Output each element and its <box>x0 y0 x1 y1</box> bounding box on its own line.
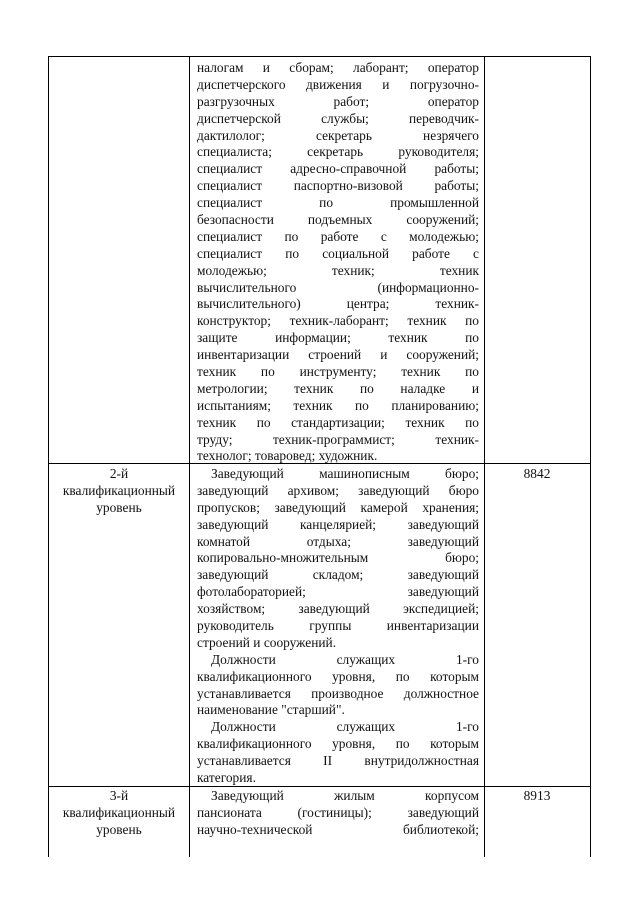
description-line: научно-технической библиотекой; <box>197 821 479 837</box>
level-number: 3-й <box>109 788 129 803</box>
row-3-description <box>197 788 479 839</box>
description-line: строений и сооружений. <box>197 634 337 650</box>
level-number: 2-й <box>109 466 129 481</box>
row-2-level <box>53 466 185 517</box>
description-line: метрологии; техник по наладке и <box>197 380 479 396</box>
row-3-salary: 8913 <box>523 788 551 803</box>
description-line: хозяйством; заведующий экспедицией; <box>197 601 479 617</box>
row-2-description <box>197 466 479 787</box>
description-line: вычислительного) центра; техник- <box>197 296 479 312</box>
description-line: устанавливается II внутридолжностная <box>197 753 479 769</box>
description-line: испытаниям; техник по планированию; <box>197 397 479 413</box>
row-1-description <box>197 60 479 465</box>
description-line: квалификационного уровня, по которым <box>197 668 479 684</box>
description-line: фотолабораторией; заведующий <box>197 584 479 600</box>
description-line: категория. <box>197 770 256 786</box>
description-line: разгрузочных работ; оператор <box>197 93 479 109</box>
description-line: устанавливается производное должностное <box>197 685 479 701</box>
description-line: налогам и сборам; лаборант; оператор <box>197 60 479 75</box>
description-line: руководитель группы инвентаризации <box>197 618 479 634</box>
row-3-level <box>53 788 185 839</box>
description-line: безопасности подъемных сооружений; <box>197 212 479 228</box>
description-line: Заведующий жилым корпусом <box>211 788 479 803</box>
description-line: специалист адресно-справочной работы; <box>197 161 479 177</box>
description-line: диспетчерской службы; переводчик- <box>197 110 479 126</box>
level-label: уровень <box>96 821 142 837</box>
description-line: техник по стандартизации; техник по <box>197 414 479 430</box>
level-label: уровень <box>96 499 142 515</box>
description-line: вычислительного (информационно- <box>197 279 479 295</box>
description-line: заведующий складом; заведующий <box>197 567 479 583</box>
description-line: заведующий канцелярией; заведующий <box>197 516 479 532</box>
description-line: защите информации; техник по <box>197 330 479 346</box>
description-line: пропусков; заведующий камерой хранения; <box>197 499 479 515</box>
description-line: дактилолог; секретарь незрячего <box>197 127 479 143</box>
description-line: инвентаризации строений и сооружений; <box>197 347 479 363</box>
row-divider <box>49 786 591 787</box>
description-line: специалиста; секретарь руководителя; <box>197 144 479 160</box>
description-line: конструктор; техник-лаборант; техник по <box>197 313 479 329</box>
description-line: заведующий архивом; заведующий бюро <box>197 482 479 498</box>
description-line: Должности служащих 1-го <box>211 651 479 667</box>
description-line: наименование "старший". <box>197 702 345 718</box>
description-line: диспетчерского движения и погрузочно- <box>197 76 479 92</box>
row-divider <box>49 463 591 464</box>
description-line: специалист паспортно-визовой работы; <box>197 178 479 194</box>
description-line: комнатой отдыха; заведующий <box>197 533 479 549</box>
level-word: квалификационный <box>62 482 176 498</box>
level-word: квалификационный <box>62 804 176 820</box>
description-line: Должности служащих 1-го <box>211 719 479 735</box>
description-line: техник по инструменту; техник по <box>197 364 479 380</box>
description-line: специалист по социальной работе с <box>197 245 479 261</box>
description-line: специалист по работе с молодежью; <box>197 228 479 244</box>
description-line: копировально-множительным бюро; <box>197 550 479 566</box>
table-right-border <box>590 57 591 857</box>
description-line: пансионата (гостиницы); заведующий <box>197 804 479 820</box>
description-line: квалификационного уровня, по которым <box>197 736 479 752</box>
description-line: специалист по промышленной <box>197 195 479 211</box>
description-line: технолог; товаровед; художник. <box>197 448 378 464</box>
qualification-table <box>48 56 591 857</box>
description-line: труду; техник-программист; техник- <box>197 431 479 447</box>
description-line: молодежью; техник; техник <box>197 262 479 278</box>
row-2-salary: 8842 <box>523 466 551 481</box>
description-line: Заведующий машинописным бюро; <box>211 466 479 481</box>
